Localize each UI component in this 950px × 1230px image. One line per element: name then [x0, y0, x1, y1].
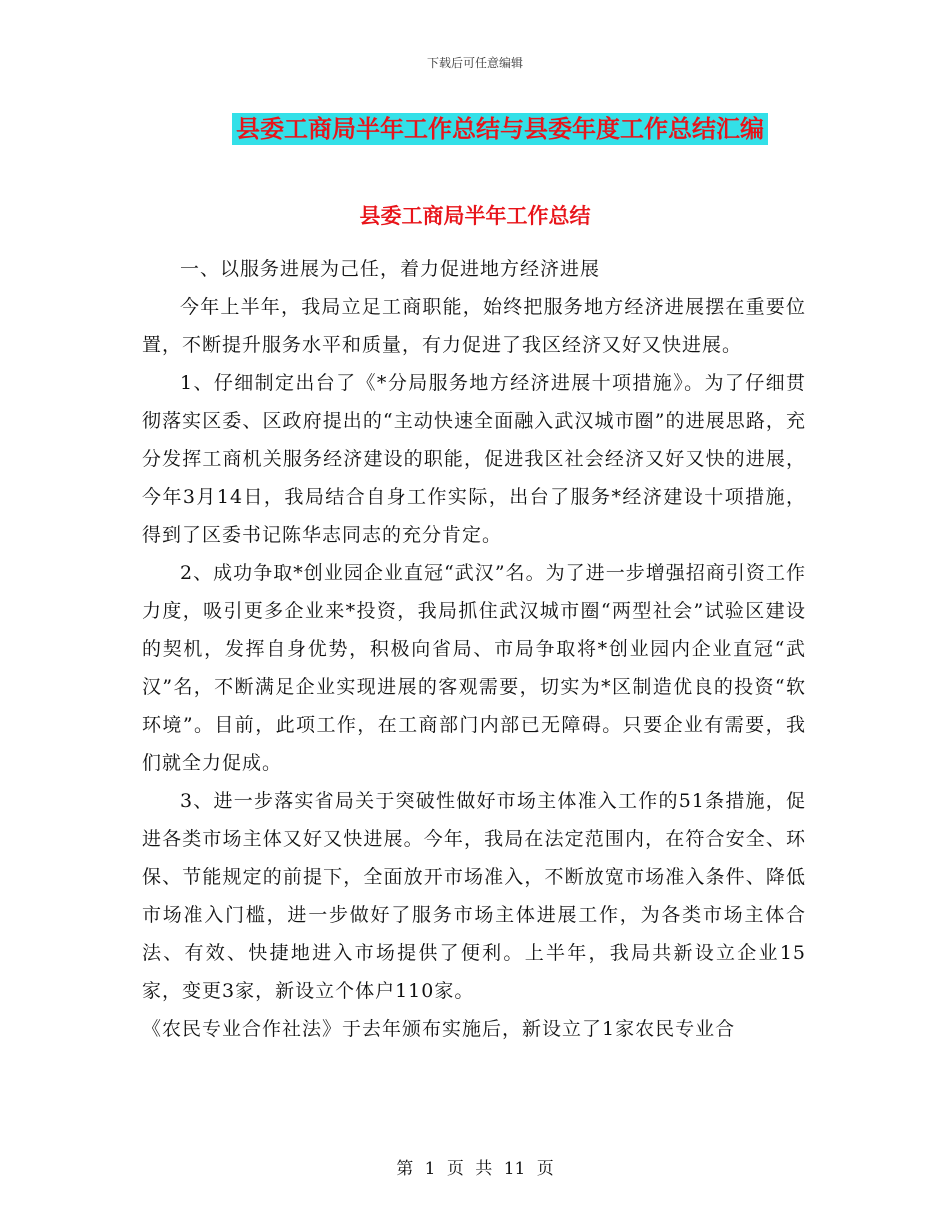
page-footer: 第 1 页 共 11 页 [396, 1159, 554, 1179]
section-title: 县委工商局半年工作总结 [359, 203, 591, 228]
document-body [142, 250, 806, 1048]
document-title: 县委工商局半年工作总结与县委年度工作总结汇编 [232, 113, 768, 145]
header-note: 下载后可任意编辑 [426, 56, 523, 70]
document-title-wrap [0, 113, 950, 145]
paragraph: 1、仔细制定出台了《*分局服务地方经济进展十项措施》。为了仔细贯彻落实区委、区政府提出的“主动快速全面融入武汉城市圈”的进展思路，充分发挥工商机关服务经济建设的职能，促进我区社会经济又好又快的进展，今年3月14日，我局结合自身工作实际，出台了服务*经济建设十项措施，得到了区委书记陈华志同志的充分肯定。 [142, 372, 806, 546]
paragraph-heading: 一、以服务进展为己任，着力促进地方经济进展 [180, 258, 601, 280]
paragraph: 《农民专业合作社法》于去年颁布实施后，新设立了1家农民专业合 [142, 1018, 736, 1040]
paragraph: 今年上半年，我局立足工商职能，始终把服务地方经济进展摆在重要位置，不断提升服务水平和质量，有力促进了我区经济又好又快进展。 [142, 296, 806, 356]
paragraph: 3、进一步落实省局关于突破性做好市场主体准入工作的51条措施，促进各类市场主体又好又快进展。今年，我局在法定范围内，在符合安全、环保、节能规定的前提下，全面放开市场准入，不断放宽市场准入条件、降低市场准入门槛，进一步做好了服务市场主体进展工作，为各类市场主体合法、有效、快捷地进入市场提供了便利。上半年，我局共新设立企业15家，变更3家，新设立个体户110家。 [142, 790, 806, 1002]
paragraph: 2、成功争取*创业园企业直冠“武汉”名。为了进一步增强招商引资工作力度，吸引更多企业来*投资，我局抓住武汉城市圈“两型社会”试验区建设的契机，发挥自身优势，积极向省局、市局争取将*创业园内企业直冠“武汉”名，不断满足企业实现进展的客观需要，切实为*区制造优良的投资“软环境”。目前，此项工作，在工商部门内部已无障碍。只要企业有需要，我们就全力促成。 [142, 562, 806, 774]
